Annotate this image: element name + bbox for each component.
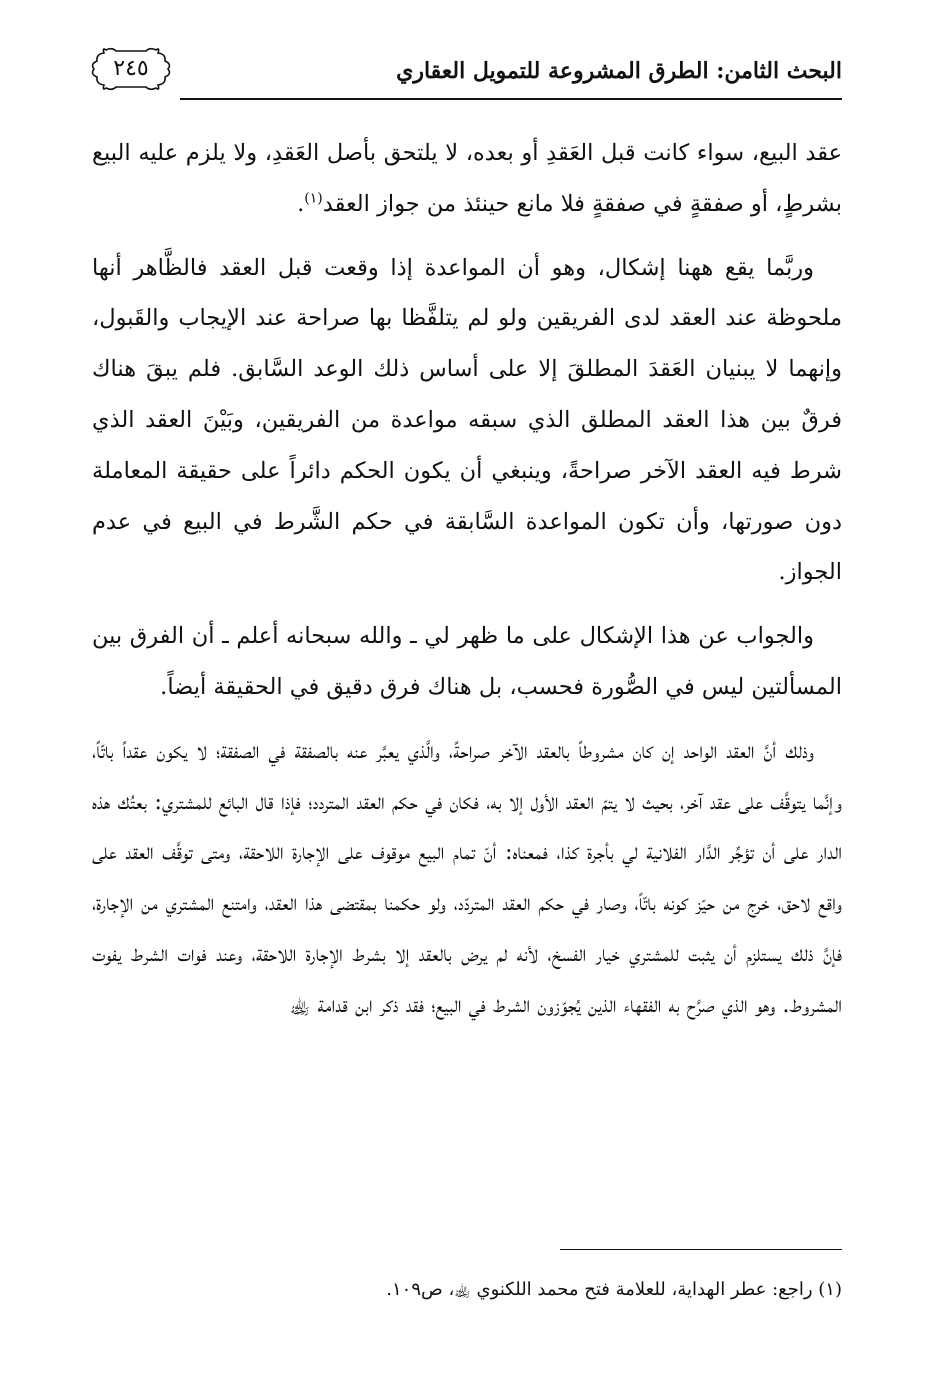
footnote-rule <box>560 1249 842 1250</box>
footnote: (١) راجع: عطر الهداية، للعلامة فتح محمد اللكنوي ﵀، ص١٠٩. <box>386 1279 842 1300</box>
paragraph-1-text: عقد البيع، سواء كانت قبل العَقدِ أو بعده، لا يلتحق بأصل العَقدِ، ولا يلزم عليه البيع بشرطٍ، أو صفقةٍ في صفقةٍ فلا مانع حينئذ من جواز العقد <box>92 140 842 217</box>
header-rule <box>180 98 842 100</box>
header-title: البحث الثامن: الطرق المشروعة للتمويل العقاري <box>396 58 842 84</box>
paragraph-3: والجواب عن هذا الإشكال على ما ظهر لي ـ والله سبحانه أعلم ـ أن الفرق بين المسألتين ليس في الصُّورة فحسب، بل هناك فرق دقيق في الحقيقة أيضاً. <box>92 623 842 700</box>
paragraph-4: وذلك أنَّ العقد الواحد إن كان مشروطاً بالعقد الآخر صراحةً، والَّذي يعبَّر عنه بالصفقة في الصفقة؛ لا يكون عقداً باتّاً، وإنَّما يتوقَّف على عقد آخر، بحيث لا يتمّ العقد الأول إلا به، فكان في حكم العقد المتردد؛ فإذا قال البائع للمشتري: بعتُك هذه الدار على أن تؤجِّر الدَّار الفلانية لي بأجرة كذا، فمعناه: أنّ تمام البيع موقوف على الإجارة اللاحقة، ومتى توقَّف العقد على واقع لاحق، خرج من حيّز كونه باتّاً، وصار في حكم العقد المتردّد، ولو حكمنا بمقتضى هذا العقد، وامتنع المشتري من الإجارة، فإنَّ ذلك يستلزم أن يثبت للمشتري خيار الفسخ، لأنه لم يرض بالعقد إلا بشرط الإجارة اللاحقة، وعند فوات الشرط يفوت المشروط. وهو الذي صرَّح به الفقهاء الذين يُجوّزون الشرط في البيع؛ فقد ذكر ابن قدامة ﵀ <box>92 737 842 1018</box>
footnote-reference: (١) <box>304 190 323 207</box>
paragraph-2: وربَّما يقع ههنا إشكال، وهو أن المواعدة إذا وقعت قبل العقد فالظَّاهر أنها ملحوظة عند العقد لدى الفريقين ولو لم يتلفَّظا بها صراحة عند الإيجاب والقَبول، وإنهما لا يبنيان العَقدَ المطلقَ إلا على أساس ذلك الوعد السَّابق. فلم يبقَ هناك فرقٌ بين هذا العقد المطلق الذي سبقه مواعدة من الفريقين، وبَيْنَ العقد الذي شرط فيه العقد الآخر صراحةً، وينبغي أن يكون الحكم دائراً على حقيقة المعاملة دون صورتها، وأن تكون المواعدة السَّابقة في حكم الشَّرط في البيع في عدم الجواز. <box>92 254 842 586</box>
page-number: ٢٤٥ <box>113 56 149 81</box>
main-text <box>92 128 842 1044</box>
paragraph-1-tail: . <box>297 190 305 217</box>
running-header <box>88 44 842 104</box>
page-number-badge <box>88 44 174 94</box>
paragraph-1 <box>92 128 842 230</box>
